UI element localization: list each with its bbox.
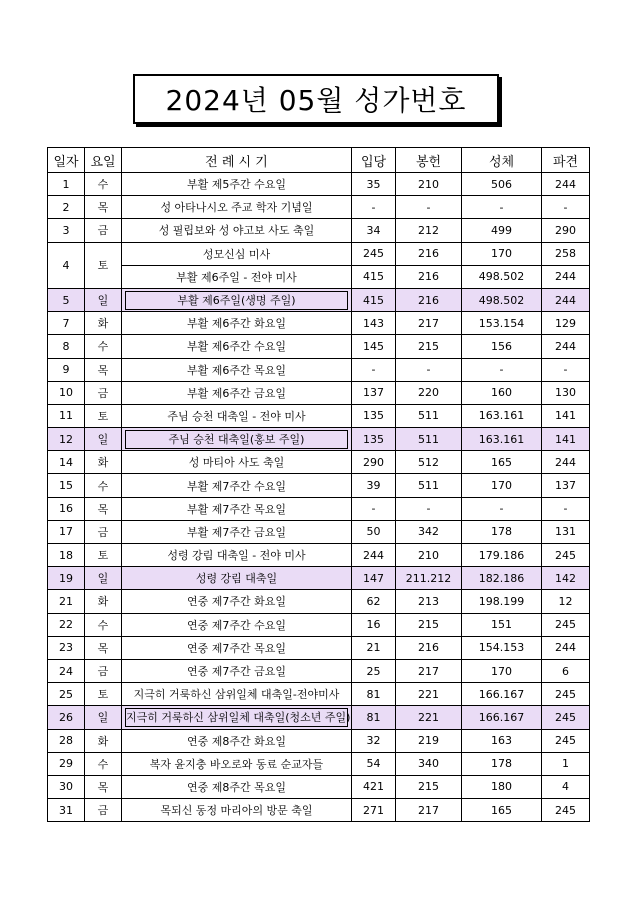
cell-communion: 163.161 bbox=[462, 404, 542, 427]
table-row bbox=[48, 381, 590, 404]
liturgy-highlight-box: 부활 제6주일(생명 주일) bbox=[125, 291, 348, 310]
cell-communion: 498.502 bbox=[462, 265, 542, 288]
cell-dismissal: 245 bbox=[542, 799, 590, 822]
cell-offertory: 215 bbox=[396, 775, 462, 798]
cell-entrance: 271 bbox=[352, 799, 396, 822]
table-row bbox=[48, 451, 590, 474]
cell-offertory: 511 bbox=[396, 474, 462, 497]
cell-communion: 506 bbox=[462, 173, 542, 196]
cell-dismissal: 141 bbox=[542, 404, 590, 427]
cell-dismissal: 244 bbox=[542, 173, 590, 196]
cell-communion: 165 bbox=[462, 451, 542, 474]
cell-offertory: 216 bbox=[396, 288, 462, 311]
cell-communion: 151 bbox=[462, 613, 542, 636]
header-dismissal: 파견 bbox=[542, 148, 590, 173]
cell-liturgy: 부활 제6주일 - 전야 미사 bbox=[122, 265, 352, 288]
cell-dismissal: 245 bbox=[542, 613, 590, 636]
cell-offertory: 511 bbox=[396, 428, 462, 451]
cell-day: 9 bbox=[48, 358, 85, 381]
cell-day: 10 bbox=[48, 381, 85, 404]
cell-weekday: 금 bbox=[85, 659, 122, 682]
cell-offertory: 212 bbox=[396, 219, 462, 242]
cell-communion: 163 bbox=[462, 729, 542, 752]
cell-entrance: 145 bbox=[352, 335, 396, 358]
header-day: 일자 bbox=[48, 148, 85, 173]
cell-liturgy: 연중 제8주간 목요일 bbox=[122, 775, 352, 798]
cell-entrance: 25 bbox=[352, 659, 396, 682]
cell-offertory: - bbox=[396, 196, 462, 219]
cell-liturgy: 부활 제7주간 목요일 bbox=[122, 497, 352, 520]
cell-entrance: 147 bbox=[352, 567, 396, 590]
cell-weekday: 수 bbox=[85, 613, 122, 636]
cell-weekday: 화 bbox=[85, 451, 122, 474]
table-row bbox=[48, 683, 590, 706]
cell-day: 30 bbox=[48, 775, 85, 798]
cell-weekday: 일 bbox=[85, 428, 122, 451]
cell-communion: 163.161 bbox=[462, 428, 542, 451]
cell-offertory: 216 bbox=[396, 636, 462, 659]
cell-weekday: 화 bbox=[85, 312, 122, 335]
cell-communion: 499 bbox=[462, 219, 542, 242]
cell-dismissal: 258 bbox=[542, 242, 590, 265]
cell-dismissal: 244 bbox=[542, 288, 590, 311]
header-offertory: 봉헌 bbox=[396, 148, 462, 173]
cell-liturgy: 주님 승천 대축일 - 전야 미사 bbox=[122, 404, 352, 427]
cell-day: 25 bbox=[48, 683, 85, 706]
cell-offertory: 340 bbox=[396, 752, 462, 775]
cell-communion: 198.199 bbox=[462, 590, 542, 613]
cell-weekday: 일 bbox=[85, 706, 122, 729]
cell-entrance: 137 bbox=[352, 381, 396, 404]
cell-liturgy: 부활 제6주간 금요일 bbox=[122, 381, 352, 404]
liturgy-highlight-box: 지극히 거룩하신 삼위일체 대축일(청소년 주일) bbox=[125, 708, 348, 727]
cell-dismissal: - bbox=[542, 497, 590, 520]
cell-dismissal: 1 bbox=[542, 752, 590, 775]
cell-day: 4 bbox=[48, 242, 85, 288]
cell-liturgy: 성모신심 미사 bbox=[122, 242, 352, 265]
cell-offertory: 219 bbox=[396, 729, 462, 752]
cell-day: 3 bbox=[48, 219, 85, 242]
cell-communion: 498.502 bbox=[462, 288, 542, 311]
cell-liturgy: 부활 제6주간 화요일 bbox=[122, 312, 352, 335]
cell-liturgy bbox=[122, 706, 352, 729]
cell-communion: 178 bbox=[462, 520, 542, 543]
cell-weekday: 수 bbox=[85, 335, 122, 358]
cell-dismissal: 245 bbox=[542, 706, 590, 729]
cell-liturgy: 연중 제7주간 목요일 bbox=[122, 636, 352, 659]
cell-day: 2 bbox=[48, 196, 85, 219]
cell-offertory: 511 bbox=[396, 404, 462, 427]
cell-dismissal: 290 bbox=[542, 219, 590, 242]
cell-day: 24 bbox=[48, 659, 85, 682]
cell-dismissal: - bbox=[542, 196, 590, 219]
cell-entrance: - bbox=[352, 497, 396, 520]
title-box bbox=[133, 74, 499, 124]
table-row bbox=[48, 497, 590, 520]
table-row bbox=[48, 173, 590, 196]
cell-entrance: 415 bbox=[352, 288, 396, 311]
cell-entrance: 143 bbox=[352, 312, 396, 335]
table-row-sunday bbox=[48, 428, 590, 451]
table-row bbox=[48, 265, 590, 288]
cell-entrance: 421 bbox=[352, 775, 396, 798]
cell-entrance: 50 bbox=[352, 520, 396, 543]
cell-communion: 154.153 bbox=[462, 636, 542, 659]
cell-liturgy: 성 아타나시오 주교 학자 기념일 bbox=[122, 196, 352, 219]
cell-entrance: 32 bbox=[352, 729, 396, 752]
table-row-sunday bbox=[48, 288, 590, 311]
cell-day: 21 bbox=[48, 590, 85, 613]
cell-liturgy: 연중 제7주간 수요일 bbox=[122, 613, 352, 636]
cell-communion: 170 bbox=[462, 242, 542, 265]
cell-offertory: 215 bbox=[396, 335, 462, 358]
table-row bbox=[48, 590, 590, 613]
cell-day: 16 bbox=[48, 497, 85, 520]
cell-dismissal: 6 bbox=[542, 659, 590, 682]
cell-communion: - bbox=[462, 497, 542, 520]
cell-offertory: 220 bbox=[396, 381, 462, 404]
cell-entrance: 39 bbox=[352, 474, 396, 497]
cell-dismissal: 244 bbox=[542, 451, 590, 474]
cell-communion: 180 bbox=[462, 775, 542, 798]
cell-entrance: - bbox=[352, 196, 396, 219]
cell-dismissal: - bbox=[542, 358, 590, 381]
table-row bbox=[48, 729, 590, 752]
table-row bbox=[48, 799, 590, 822]
cell-day: 15 bbox=[48, 474, 85, 497]
table-row bbox=[48, 613, 590, 636]
cell-dismissal: 244 bbox=[542, 265, 590, 288]
cell-dismissal: 4 bbox=[542, 775, 590, 798]
cell-offertory: 342 bbox=[396, 520, 462, 543]
cell-entrance: 34 bbox=[352, 219, 396, 242]
cell-weekday: 일 bbox=[85, 567, 122, 590]
cell-weekday: 토 bbox=[85, 544, 122, 567]
cell-weekday: 금 bbox=[85, 799, 122, 822]
cell-entrance: 245 bbox=[352, 242, 396, 265]
cell-dismissal: 131 bbox=[542, 520, 590, 543]
cell-offertory: 210 bbox=[396, 544, 462, 567]
cell-offertory: 216 bbox=[396, 242, 462, 265]
header-communion: 성체 bbox=[462, 148, 542, 173]
table-row-sunday bbox=[48, 567, 590, 590]
cell-weekday: 금 bbox=[85, 520, 122, 543]
cell-entrance: 290 bbox=[352, 451, 396, 474]
table-row bbox=[48, 358, 590, 381]
cell-weekday: 화 bbox=[85, 729, 122, 752]
table-row-sunday bbox=[48, 706, 590, 729]
table-row bbox=[48, 312, 590, 335]
cell-liturgy: 부활 제5주간 수요일 bbox=[122, 173, 352, 196]
cell-entrance: - bbox=[352, 358, 396, 381]
cell-offertory: 221 bbox=[396, 706, 462, 729]
page-title: 2024년 05월 성가번호 bbox=[165, 84, 467, 117]
cell-entrance: 81 bbox=[352, 706, 396, 729]
cell-weekday: 금 bbox=[85, 219, 122, 242]
cell-day: 5 bbox=[48, 288, 85, 311]
cell-liturgy: 지극히 거룩하신 삼위일체 대축일-전야미사 bbox=[122, 683, 352, 706]
header-weekday: 요일 bbox=[85, 148, 122, 173]
cell-communion: 156 bbox=[462, 335, 542, 358]
cell-liturgy: 성 마티아 사도 축일 bbox=[122, 451, 352, 474]
cell-day: 1 bbox=[48, 173, 85, 196]
cell-offertory: - bbox=[396, 358, 462, 381]
cell-communion: - bbox=[462, 358, 542, 381]
cell-weekday: 수 bbox=[85, 752, 122, 775]
table-row bbox=[48, 474, 590, 497]
cell-weekday: 일 bbox=[85, 288, 122, 311]
cell-offertory: 217 bbox=[396, 799, 462, 822]
cell-offertory: 512 bbox=[396, 451, 462, 474]
cell-weekday: 토 bbox=[85, 683, 122, 706]
cell-day: 14 bbox=[48, 451, 85, 474]
cell-entrance: 21 bbox=[352, 636, 396, 659]
table-row bbox=[48, 636, 590, 659]
cell-weekday: 목 bbox=[85, 775, 122, 798]
table-row bbox=[48, 520, 590, 543]
cell-offertory: - bbox=[396, 497, 462, 520]
cell-offertory: 210 bbox=[396, 173, 462, 196]
table-row bbox=[48, 196, 590, 219]
cell-offertory: 217 bbox=[396, 312, 462, 335]
cell-dismissal: 245 bbox=[542, 683, 590, 706]
cell-communion: 165 bbox=[462, 799, 542, 822]
cell-weekday: 목 bbox=[85, 636, 122, 659]
cell-communion: 166.167 bbox=[462, 706, 542, 729]
cell-day: 22 bbox=[48, 613, 85, 636]
cell-offertory: 216 bbox=[396, 265, 462, 288]
cell-weekday: 목 bbox=[85, 196, 122, 219]
cell-liturgy: 성령 강림 대축일 - 전야 미사 bbox=[122, 544, 352, 567]
cell-liturgy: 부활 제6주간 목요일 bbox=[122, 358, 352, 381]
header-row bbox=[48, 148, 590, 173]
cell-communion: 153.154 bbox=[462, 312, 542, 335]
cell-entrance: 415 bbox=[352, 265, 396, 288]
liturgy-highlight-box: 주님 승천 대축일(홍보 주일) bbox=[125, 430, 348, 449]
cell-offertory: 217 bbox=[396, 659, 462, 682]
cell-day: 26 bbox=[48, 706, 85, 729]
cell-day: 11 bbox=[48, 404, 85, 427]
table-row bbox=[48, 775, 590, 798]
cell-day: 17 bbox=[48, 520, 85, 543]
table-row bbox=[48, 219, 590, 242]
cell-liturgy: 목되신 동정 마리아의 방문 축일 bbox=[122, 799, 352, 822]
header-entrance: 입당 bbox=[352, 148, 396, 173]
cell-dismissal: 137 bbox=[542, 474, 590, 497]
cell-dismissal: 129 bbox=[542, 312, 590, 335]
cell-weekday: 토 bbox=[85, 242, 122, 288]
cell-day: 8 bbox=[48, 335, 85, 358]
cell-liturgy: 부활 제7주간 금요일 bbox=[122, 520, 352, 543]
cell-liturgy: 성 필립보와 성 야고보 사도 축일 bbox=[122, 219, 352, 242]
cell-liturgy: 부활 제6주간 수요일 bbox=[122, 335, 352, 358]
cell-day: 18 bbox=[48, 544, 85, 567]
table-row bbox=[48, 335, 590, 358]
cell-dismissal: 142 bbox=[542, 567, 590, 590]
table-row bbox=[48, 404, 590, 427]
header-liturgy: 전 례 시 기 bbox=[122, 148, 352, 173]
cell-dismissal: 245 bbox=[542, 544, 590, 567]
cell-offertory: 215 bbox=[396, 613, 462, 636]
cell-offertory: 221 bbox=[396, 683, 462, 706]
cell-weekday: 수 bbox=[85, 173, 122, 196]
cell-communion: 179.186 bbox=[462, 544, 542, 567]
cell-dismissal: 141 bbox=[542, 428, 590, 451]
cell-entrance: 135 bbox=[352, 428, 396, 451]
cell-offertory: 213 bbox=[396, 590, 462, 613]
hymn-number-table bbox=[47, 147, 590, 822]
cell-entrance: 16 bbox=[352, 613, 396, 636]
cell-day: 28 bbox=[48, 729, 85, 752]
cell-dismissal: 245 bbox=[542, 729, 590, 752]
cell-communion: 170 bbox=[462, 474, 542, 497]
cell-dismissal: 12 bbox=[542, 590, 590, 613]
cell-day: 23 bbox=[48, 636, 85, 659]
cell-weekday: 수 bbox=[85, 474, 122, 497]
cell-liturgy: 부활 제7주간 수요일 bbox=[122, 474, 352, 497]
table-row bbox=[48, 544, 590, 567]
cell-liturgy: 성령 강림 대축일 bbox=[122, 567, 352, 590]
cell-weekday: 목 bbox=[85, 497, 122, 520]
cell-entrance: 81 bbox=[352, 683, 396, 706]
cell-day: 12 bbox=[48, 428, 85, 451]
cell-dismissal: 130 bbox=[542, 381, 590, 404]
table-row bbox=[48, 752, 590, 775]
cell-day: 31 bbox=[48, 799, 85, 822]
cell-day: 7 bbox=[48, 312, 85, 335]
cell-communion: 166.167 bbox=[462, 683, 542, 706]
cell-day: 19 bbox=[48, 567, 85, 590]
cell-communion: 160 bbox=[462, 381, 542, 404]
cell-weekday: 금 bbox=[85, 381, 122, 404]
cell-day: 29 bbox=[48, 752, 85, 775]
cell-communion: - bbox=[462, 196, 542, 219]
cell-entrance: 35 bbox=[352, 173, 396, 196]
table-row bbox=[48, 242, 590, 265]
cell-liturgy: 연중 제7주간 화요일 bbox=[122, 590, 352, 613]
cell-communion: 182.186 bbox=[462, 567, 542, 590]
cell-liturgy bbox=[122, 428, 352, 451]
cell-weekday: 목 bbox=[85, 358, 122, 381]
cell-entrance: 135 bbox=[352, 404, 396, 427]
cell-liturgy: 복자 윤지충 바오로와 동료 순교자들 bbox=[122, 752, 352, 775]
table-row bbox=[48, 659, 590, 682]
cell-entrance: 54 bbox=[352, 752, 396, 775]
cell-liturgy: 연중 제7주간 금요일 bbox=[122, 659, 352, 682]
cell-communion: 170 bbox=[462, 659, 542, 682]
cell-liturgy bbox=[122, 288, 352, 311]
cell-dismissal: 244 bbox=[542, 636, 590, 659]
cell-entrance: 244 bbox=[352, 544, 396, 567]
cell-weekday: 화 bbox=[85, 590, 122, 613]
cell-offertory: 211.212 bbox=[396, 567, 462, 590]
cell-communion: 178 bbox=[462, 752, 542, 775]
cell-liturgy: 연중 제8주간 화요일 bbox=[122, 729, 352, 752]
cell-entrance: 62 bbox=[352, 590, 396, 613]
cell-dismissal: 244 bbox=[542, 335, 590, 358]
cell-weekday: 토 bbox=[85, 404, 122, 427]
